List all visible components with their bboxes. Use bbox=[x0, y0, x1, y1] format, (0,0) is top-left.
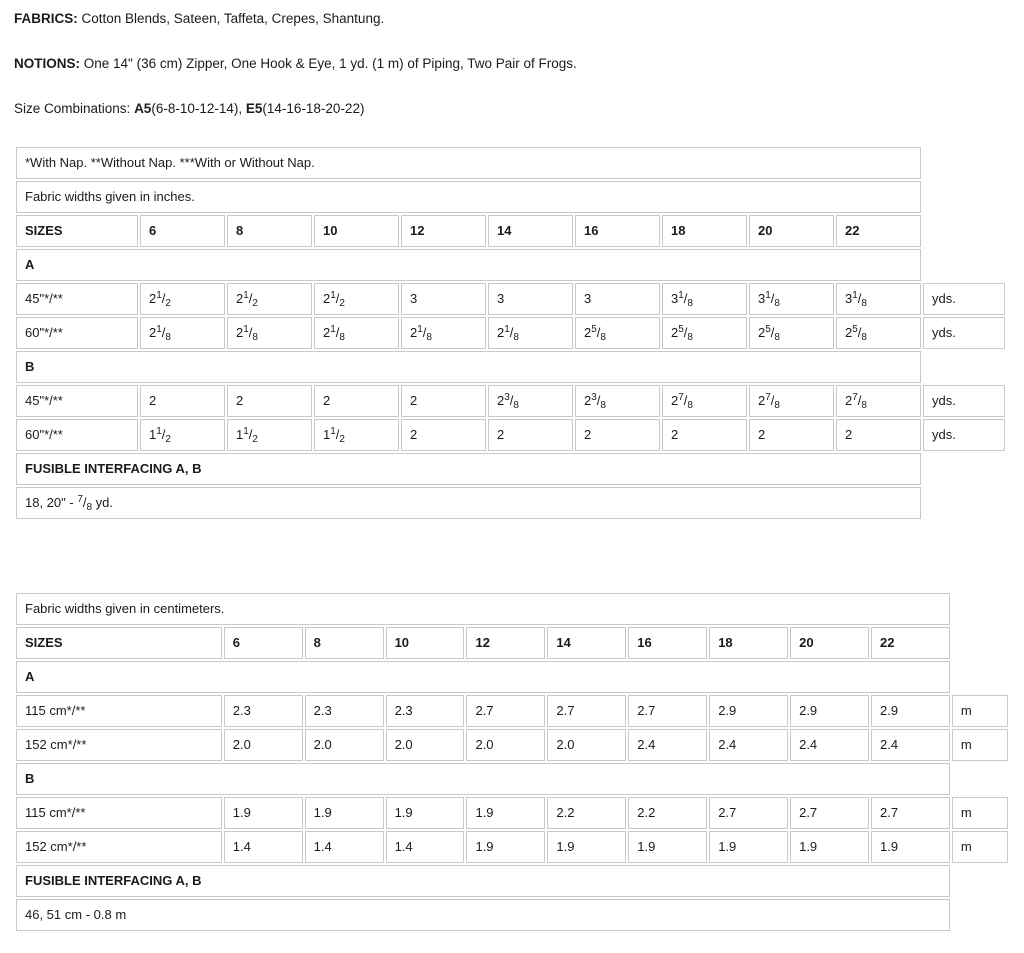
yardage-value: 2.7 bbox=[628, 695, 707, 727]
yardage-value: 2.2 bbox=[547, 797, 626, 829]
yardage-value: 2.3 bbox=[305, 695, 384, 727]
spacer-cell bbox=[923, 181, 1005, 213]
size-combination-sizes: (6-8-10-12-14), bbox=[151, 101, 246, 116]
fabrics-text: Cotton Blends, Sateen, Taffeta, Crepes, Shantung. bbox=[77, 11, 385, 26]
table-row bbox=[16, 385, 1005, 417]
yardage-value: $2^1/_8$ bbox=[227, 317, 312, 349]
yardage-value: $2^7/_8$ bbox=[836, 385, 921, 417]
table-row bbox=[16, 147, 1005, 179]
fabric-width-label: 115 cm*/** bbox=[16, 797, 222, 829]
size-column-header: 6 bbox=[140, 215, 225, 247]
yardage-value: 2 bbox=[401, 385, 486, 417]
yardage-value: $2^5/_8$ bbox=[662, 317, 747, 349]
fabric-width-label: 152 cm*/** bbox=[16, 831, 222, 863]
yardage-value: 2.0 bbox=[466, 729, 545, 761]
table-row bbox=[16, 453, 1005, 485]
yardage-value: 2.4 bbox=[709, 729, 788, 761]
spacer-cell bbox=[952, 593, 1008, 625]
yardage-value: 1.4 bbox=[224, 831, 303, 863]
interfacing-value: 18, 20" - $^7/_8$ yd. bbox=[16, 487, 921, 519]
spacer-cell bbox=[923, 351, 1005, 383]
yardage-value: 1.9 bbox=[466, 797, 545, 829]
size-column-header: 12 bbox=[466, 627, 545, 659]
size-column-header: 20 bbox=[790, 627, 869, 659]
yardage-value: 2 bbox=[227, 385, 312, 417]
yardage-value: $3^1/_8$ bbox=[836, 283, 921, 315]
yardage-value: 1.9 bbox=[305, 797, 384, 829]
size-column-header: 10 bbox=[386, 627, 465, 659]
table-row bbox=[16, 249, 1005, 281]
yardage-value: 2.7 bbox=[871, 797, 950, 829]
size-column-header: 10 bbox=[314, 215, 399, 247]
view-section-label: B bbox=[16, 351, 921, 383]
yardage-value: 2.9 bbox=[709, 695, 788, 727]
yardage-value: 2 bbox=[836, 419, 921, 451]
yardage-value: 3 bbox=[401, 283, 486, 315]
unit-cell: m bbox=[952, 797, 1008, 829]
yardage-value: 1.9 bbox=[871, 831, 950, 863]
yardage-value: 2.7 bbox=[466, 695, 545, 727]
yardage-value: 3 bbox=[488, 283, 573, 315]
yardage-value: 2.7 bbox=[709, 797, 788, 829]
yardage-value: 2.4 bbox=[790, 729, 869, 761]
fabrics-line bbox=[14, 10, 1010, 27]
size-column-header: 20 bbox=[749, 215, 834, 247]
spacer-cell bbox=[952, 763, 1008, 795]
spacer-cell bbox=[952, 899, 1008, 931]
yardage-value: 2.0 bbox=[386, 729, 465, 761]
yardage-value: $3^1/_8$ bbox=[662, 283, 747, 315]
view-section-label: A bbox=[16, 249, 921, 281]
yardage-value: $1^1/_2$ bbox=[314, 419, 399, 451]
yardage-value: 1.9 bbox=[224, 797, 303, 829]
size-column-header: 16 bbox=[628, 627, 707, 659]
table-row bbox=[16, 763, 1008, 795]
yardage-value: 2.9 bbox=[871, 695, 950, 727]
size-column-header: 22 bbox=[836, 215, 921, 247]
yardage-value: $2^1/_8$ bbox=[401, 317, 486, 349]
yardage-value: 2 bbox=[401, 419, 486, 451]
unit-cell: m bbox=[952, 695, 1008, 727]
yardage-value: $2^7/_8$ bbox=[749, 385, 834, 417]
yardage-value: $3^1/_8$ bbox=[749, 283, 834, 315]
sizes-header: SIZES bbox=[16, 627, 222, 659]
yardage-value: 2.0 bbox=[305, 729, 384, 761]
view-section-label: A bbox=[16, 661, 950, 693]
yardage-value: $1^1/_2$ bbox=[227, 419, 312, 451]
yardage-table-inches bbox=[14, 145, 1007, 521]
spacer-cell bbox=[923, 147, 1005, 179]
size-column-header: 14 bbox=[488, 215, 573, 247]
size-combination-sizes: (14-16-18-20-22) bbox=[262, 101, 365, 116]
yardage-value: $2^1/_2$ bbox=[314, 283, 399, 315]
table-row bbox=[16, 899, 1008, 931]
table-row bbox=[16, 661, 1008, 693]
table-note: Fabric widths given in centimeters. bbox=[16, 593, 950, 625]
size-column-header: 18 bbox=[662, 215, 747, 247]
yardage-value: 1.9 bbox=[386, 797, 465, 829]
yardage-value: 1.9 bbox=[466, 831, 545, 863]
table-row bbox=[16, 283, 1005, 315]
unit-cell: m bbox=[952, 729, 1008, 761]
size-column-header: 12 bbox=[401, 215, 486, 247]
spacer-cell bbox=[952, 865, 1008, 897]
size-column-header: 14 bbox=[547, 627, 626, 659]
yardage-value: $2^7/_8$ bbox=[662, 385, 747, 417]
table-note: *With Nap. **Without Nap. ***With or Without Nap. bbox=[16, 147, 921, 179]
fabric-width-label: 115 cm*/** bbox=[16, 695, 222, 727]
size-column-header: 18 bbox=[709, 627, 788, 659]
yardage-value: 1.9 bbox=[790, 831, 869, 863]
table-row bbox=[16, 729, 1008, 761]
yardage-value: $1^1/_2$ bbox=[140, 419, 225, 451]
yardage-value: $2^5/_8$ bbox=[836, 317, 921, 349]
size-column-header: 22 bbox=[871, 627, 950, 659]
yardage-value: 2 bbox=[662, 419, 747, 451]
yardage-value: 2 bbox=[314, 385, 399, 417]
size-column-header: 8 bbox=[227, 215, 312, 247]
size-column-header: 16 bbox=[575, 215, 660, 247]
sizes-header: SIZES bbox=[16, 215, 138, 247]
size-column-header: 8 bbox=[305, 627, 384, 659]
yardage-table-centimeters bbox=[14, 591, 1010, 933]
fabrics-label: FABRICS: bbox=[14, 11, 78, 26]
yardage-value: $2^5/_8$ bbox=[575, 317, 660, 349]
yardage-value: 1.4 bbox=[305, 831, 384, 863]
yardage-value: $2^1/_8$ bbox=[140, 317, 225, 349]
table-row bbox=[16, 593, 1008, 625]
yardage-value: 2.9 bbox=[790, 695, 869, 727]
yardage-value: 1.4 bbox=[386, 831, 465, 863]
spacer-cell bbox=[952, 627, 1008, 659]
yardage-value: $2^3/_8$ bbox=[488, 385, 573, 417]
notions-label: NOTIONS: bbox=[14, 56, 80, 71]
interfacing-value: 46, 51 cm - 0.8 m bbox=[16, 899, 950, 931]
yardage-value: 2 bbox=[575, 419, 660, 451]
yardage-value: 2.7 bbox=[547, 695, 626, 727]
size-combination-code: E5 bbox=[245, 101, 263, 116]
table-row bbox=[16, 317, 1005, 349]
yardage-value: 2.4 bbox=[871, 729, 950, 761]
yardage-value: $2^5/_8$ bbox=[749, 317, 834, 349]
yardage-value: 2.4 bbox=[628, 729, 707, 761]
yardage-value: $2^1/_2$ bbox=[140, 283, 225, 315]
table-row bbox=[16, 215, 1005, 247]
table-note: Fabric widths given in inches. bbox=[16, 181, 921, 213]
table-row bbox=[16, 695, 1008, 727]
yardage-value: 1.9 bbox=[709, 831, 788, 863]
spacer-cell bbox=[923, 487, 1005, 519]
yardage-value: $2^1/_2$ bbox=[227, 283, 312, 315]
interfacing-label: FUSIBLE INTERFACING A, B bbox=[16, 865, 950, 897]
interfacing-label: FUSIBLE INTERFACING A, B bbox=[16, 453, 921, 485]
yardage-value: 2.0 bbox=[547, 729, 626, 761]
yardage-value: 2.3 bbox=[386, 695, 465, 727]
table-row bbox=[16, 487, 1005, 519]
yardage-value: $2^3/_8$ bbox=[575, 385, 660, 417]
yardage-value: $2^1/_8$ bbox=[488, 317, 573, 349]
size-combinations-prefix: Size Combinations: bbox=[14, 101, 135, 116]
yardage-value: 1.9 bbox=[628, 831, 707, 863]
unit-cell: yds. bbox=[923, 419, 1005, 451]
unit-cell: yds. bbox=[923, 385, 1005, 417]
notions-text: One 14" (36 cm) Zipper, One Hook & Eye, 1 yd. (1 m) of Piping, Two Pair of Frogs. bbox=[80, 56, 577, 71]
yardage-value: 1.9 bbox=[547, 831, 626, 863]
spacer-cell bbox=[952, 661, 1008, 693]
yardage-value: 2 bbox=[140, 385, 225, 417]
view-section-label: B bbox=[16, 763, 950, 795]
table-row bbox=[16, 831, 1008, 863]
fabric-width-label: 60"*/** bbox=[16, 317, 138, 349]
yardage-value: 2 bbox=[488, 419, 573, 451]
size-column-header: 6 bbox=[224, 627, 303, 659]
unit-cell: yds. bbox=[923, 317, 1005, 349]
table-row bbox=[16, 627, 1008, 659]
notions-line bbox=[14, 55, 1010, 72]
spacer-cell bbox=[923, 215, 1005, 247]
fabric-width-label: 45"*/** bbox=[16, 283, 138, 315]
unit-cell: m bbox=[952, 831, 1008, 863]
yardage-value: 2.3 bbox=[224, 695, 303, 727]
spacer-cell bbox=[923, 249, 1005, 281]
table-row bbox=[16, 865, 1008, 897]
yardage-value: $2^1/_8$ bbox=[314, 317, 399, 349]
unit-cell: yds. bbox=[923, 283, 1005, 315]
fabric-width-label: 60"*/** bbox=[16, 419, 138, 451]
size-combinations-line bbox=[14, 100, 1010, 117]
yardage-value: 3 bbox=[575, 283, 660, 315]
spacer-cell bbox=[923, 453, 1005, 485]
yardage-value: 2.0 bbox=[224, 729, 303, 761]
table-row bbox=[16, 351, 1005, 383]
yardage-value: 2.7 bbox=[790, 797, 869, 829]
table-row bbox=[16, 797, 1008, 829]
table-row bbox=[16, 419, 1005, 451]
table-row bbox=[16, 181, 1005, 213]
yardage-value: 2.2 bbox=[628, 797, 707, 829]
yardage-value: 2 bbox=[749, 419, 834, 451]
fabric-width-label: 152 cm*/** bbox=[16, 729, 222, 761]
size-combination-code: A5 bbox=[134, 101, 152, 116]
fabric-width-label: 45"*/** bbox=[16, 385, 138, 417]
